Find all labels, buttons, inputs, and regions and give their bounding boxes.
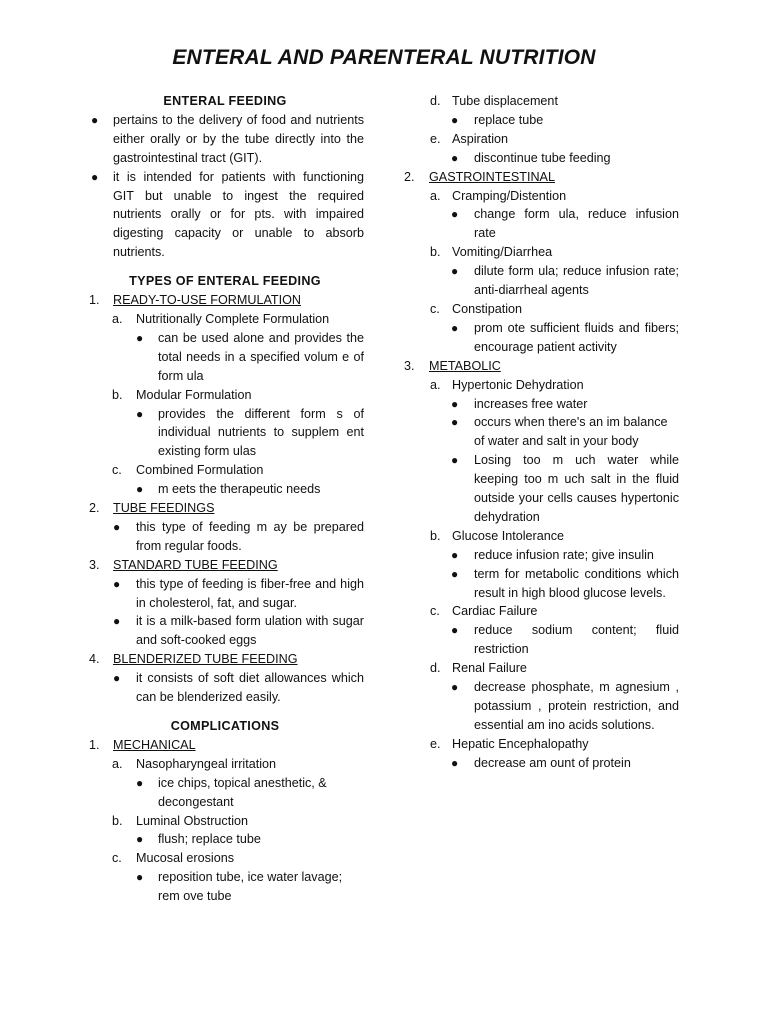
complication-item: 1. MECHANICAL: [89, 737, 196, 752]
sub-item: a. Hypertonic Dehydration: [430, 377, 584, 392]
bullet-icon: ●: [136, 330, 144, 345]
sub-bullet: ● dilute form ula; reduce infusion rate; anti-diarrheal agents: [451, 264, 679, 298]
bullet-icon: ●: [451, 264, 459, 279]
sub-item: a. Nasopharyngeal irritation: [112, 756, 277, 771]
bullet-icon: ●: [451, 623, 459, 638]
sub-bullet: ● prom ote sufficient fluids and fibers; encourage patient activity: [451, 320, 679, 354]
sub-bullet: ● change form ula, reduce infusion rate: [451, 207, 679, 241]
sub-item: b. Modular Formulation: [112, 387, 252, 402]
sub-bullet: ● can be used alone and provides the total needs in a specified volum e of form ula: [136, 330, 364, 383]
sub-item: b. Vomiting/Diarrhea: [430, 245, 553, 260]
bullet-icon: ●: [136, 482, 144, 497]
sub-item: e. Aspiration: [430, 131, 509, 146]
type-bullet: ● it is a milk-based form ulation with sugar and soft-cooked eggs: [113, 614, 364, 648]
type-bullet: ● this type of feeding is fiber-free and high in cholesterol, fat, and sugar.: [113, 576, 364, 610]
sub-bullet: ● reduce sodium content; fluid restriction: [451, 623, 679, 657]
bullet-icon: ●: [91, 169, 99, 184]
complication-item: 3. METABOLIC: [404, 358, 501, 373]
type-item: 1. READY-TO-USE FORMULATION: [89, 293, 301, 308]
sub-item: a. Nutritionally Complete Formulation: [112, 311, 330, 326]
sub-item: b. Glucose Intolerance: [430, 528, 565, 543]
type-bullet: ● this type of feeding m ay be prepared from regular foods.: [113, 519, 364, 553]
type-item: 3. STANDARD TUBE FEEDING: [89, 557, 278, 572]
sub-item: c. Cardiac Failure: [430, 604, 538, 619]
bullet-icon: ●: [451, 415, 459, 430]
bullet-icon: ●: [113, 614, 121, 629]
sub-bullet: ● reduce infusion rate; give insulin: [404, 546, 679, 565]
left-column: [86, 92, 364, 906]
sub-bullet: ● ice chips, topical anesthetic, & decongestant: [136, 775, 327, 809]
bullet-icon: ●: [113, 576, 121, 591]
sub-item: c. Mucosal erosions: [112, 851, 234, 866]
bullet-icon: ●: [451, 207, 459, 222]
sub-item: d. Tube displacement: [430, 94, 558, 108]
sub-bullet: ● increases free water: [404, 395, 679, 414]
sub-bullet: ● provides the different form s of individual nutrients to supplem ent existing form ulas: [136, 406, 364, 459]
bullet-icon: ●: [451, 396, 459, 411]
bullet-icon: ●: [451, 112, 459, 127]
bullet-icon: ●: [451, 320, 459, 335]
sub-bullet: ● Losing too m uch water while keeping too m uch salt in the fluid outside your cells causes hypertonic dehydration: [451, 453, 679, 524]
sub-bullet: ● reposition tube, ice water lavage; rem ove tube: [136, 870, 343, 904]
sub-bullet: ● replace tube: [404, 111, 679, 130]
sub-bullet: ● discontinue tube feeding: [404, 149, 679, 168]
sub-bullet: ● decrease phosphate, m agnesium , potassium , protein restriction, and essential am ino acids solutions.: [451, 680, 679, 732]
bullet-icon: ●: [113, 671, 121, 686]
types-heading: TYPES OF ENTERAL FEEDING: [129, 274, 321, 289]
enteral-feeding-heading: ENTERAL FEEDING: [163, 94, 287, 108]
complication-item: 2. GASTROINTESTINAL: [404, 169, 555, 184]
bullet-icon: ●: [451, 680, 459, 695]
complications-heading: COMPLICATIONS: [170, 719, 280, 733]
sub-bullet: ● m eets the therapeutic needs: [86, 480, 364, 499]
sub-item: b. Luminal Obstruction: [112, 813, 248, 828]
sub-item: c. Constipation: [430, 301, 523, 316]
bullet-icon: ●: [136, 870, 144, 885]
sub-item: e. Hepatic Encephalopathy: [430, 736, 589, 751]
intro-bullet: ● it is intended for patients with functioning GIT but unable to ingest the required nutrients orally or for pts. with impaired digesting capacity or unable to absorb nutrients.: [91, 169, 364, 260]
bullet-icon: ●: [136, 775, 144, 790]
sub-item: d. Renal Failure: [430, 661, 527, 676]
page-title: ENTERAL AND PARENTERAL NUTRITION: [172, 46, 596, 69]
type-item: 2. TUBE FEEDINGS: [89, 501, 215, 516]
intro-bullet: ● pertains to the delivery of food and nutrients either orally or by the tube directly into the gastrointestinal tract (GIT).: [91, 112, 364, 165]
type-item: 4. BLENDERIZED TUBE FEEDING: [89, 652, 298, 667]
sub-item: a. Cramping/Distention: [430, 188, 567, 203]
sub-bullet: ● decrease am ount of protein: [404, 754, 679, 773]
type-bullet: ● it consists of soft diet allowances which can be blenderized easily.: [113, 671, 364, 705]
sub-bullet: ● term for metabolic conditions which result in high blood glucose levels.: [451, 566, 679, 600]
sub-bullet: ● flush; replace tube: [86, 830, 364, 849]
bullet-icon: ●: [136, 406, 144, 421]
bullet-icon: ●: [451, 453, 459, 468]
sub-item: c. Combined Formulation: [112, 463, 264, 478]
bullet-icon: ●: [451, 566, 459, 581]
right-column: [404, 92, 679, 773]
bullet-icon: ●: [451, 150, 459, 165]
bullet-icon: ●: [451, 755, 459, 770]
bullet-icon: ●: [91, 112, 99, 127]
bullet-icon: ●: [451, 547, 459, 562]
bullet-icon: ●: [113, 519, 121, 534]
sub-bullet: ● occurs when there's an im balance of water and salt in your body: [451, 415, 668, 449]
bullet-icon: ●: [136, 832, 144, 847]
